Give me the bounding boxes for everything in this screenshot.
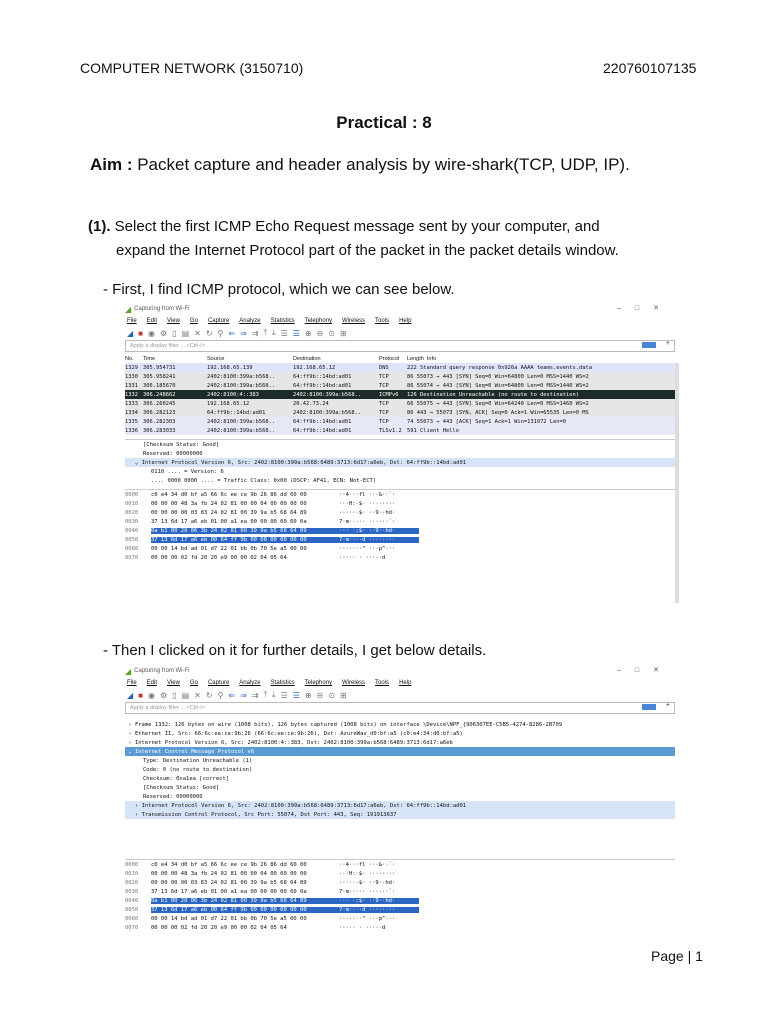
restart-capture-icon[interactable]: ◉	[148, 690, 155, 700]
packet-details-pane	[125, 439, 675, 485]
menu-bar	[121, 315, 679, 327]
options-icon[interactable]: ⚙	[159, 328, 168, 338]
menu-view[interactable]: View	[167, 318, 180, 324]
bytes-offset: 0040	[125, 897, 139, 904]
bytes-ascii[interactable]: ··· ·;$· ··9··hd·	[339, 528, 419, 534]
doc-header-course: COMPUTER NETWORK (3150710)	[80, 60, 304, 76]
bytes-hex[interactable]: 00 00 00 02 fd 20 20 e9 00 00 02 04 05 64	[151, 554, 287, 561]
detail-row[interactable]	[125, 720, 675, 729]
packet-source: 2402:8100:399a:b568..	[207, 373, 276, 380]
packet-source: 64:ff9b::14bd:ad01	[207, 409, 266, 416]
bytes-row	[125, 869, 675, 878]
packet-time: 306.260245	[143, 400, 176, 407]
menu-go[interactable]: Go	[189, 318, 198, 324]
find-icon[interactable]: ⚲	[217, 328, 224, 338]
bytes-row	[125, 553, 675, 562]
display-filter-input[interactable]	[125, 340, 675, 352]
bytes-hex[interactable]: 00 00 00 02 fd 20 20 e9 00 00 02 04 05 64	[151, 924, 287, 931]
expand-arrow-icon[interactable]: ›	[125, 811, 142, 818]
packet-protocol: TCP	[379, 418, 389, 425]
packet-protocol: TCP	[379, 400, 389, 407]
bytes-ascii[interactable]: 7·m····d ········	[339, 537, 419, 543]
bytes-ascii[interactable]: ···H:·$· ········	[339, 500, 396, 507]
menu-bar	[121, 677, 679, 689]
menu-view[interactable]: View	[167, 680, 180, 686]
col-no[interactable]: No.	[125, 355, 134, 362]
bytes-offset: 0050	[125, 906, 139, 913]
goto-icon[interactable]: ⇉	[251, 328, 259, 338]
bytes-hex[interactable]: 37 13 6d 17 a6 eb 01 00 a1 ea 00 00 00 00 60 0a	[151, 888, 307, 895]
window-controls[interactable]: –□✕	[617, 667, 673, 674]
bytes-hex[interactable]: 0a b1 00 20 06 3b 24 02 81 00 39 9a b5 68 64 89	[151, 528, 339, 534]
bytes-row	[125, 544, 675, 553]
packet-destination: 64:ff9b::14bd:ad01	[293, 418, 352, 425]
bytes-offset: 0030	[125, 518, 139, 525]
packet-destination: 20.42.73.24	[293, 400, 329, 407]
autoscroll-icon[interactable]: ☰	[280, 328, 288, 338]
bytes-offset: 0070	[125, 554, 139, 561]
packet-source: 2402:8100:399a:b568..	[207, 418, 276, 425]
bytes-row	[125, 499, 675, 508]
doc-header-enrollment: 220760107135	[603, 60, 697, 76]
page-number: Page | 1	[651, 948, 703, 964]
detail-row[interactable]	[125, 729, 675, 738]
packet-time: 305.954731	[143, 364, 176, 371]
packet-destination: 64:ff9b::14bd:ad01	[293, 373, 352, 380]
reload-icon[interactable]: ↻	[205, 328, 213, 338]
packet-protocol: TCP	[379, 409, 389, 416]
stop-capture-icon[interactable]: ■	[138, 690, 143, 700]
autoscroll-icon[interactable]: ☰	[280, 690, 288, 700]
menu-file[interactable]: File	[127, 680, 137, 686]
wireshark-fin-icon: ◢	[125, 304, 132, 314]
bytes-hex[interactable]: 37 13 6d 17 a6 eb 00 64 ff 9b 00 00 00 00 00 00	[151, 537, 339, 543]
menu-edit[interactable]: Edit	[146, 318, 158, 324]
detail-row-text: Internet Protocol Version 6, Src: 2402:8100:4::383, Dst: 2402:8100:399a:b568:6489:3713:6d17:a6eb	[134, 739, 453, 746]
last-packet-icon[interactable]: ⤓	[272, 690, 276, 699]
wireshark-window-2	[121, 665, 679, 930]
bytes-ascii[interactable]: ······$· ··9··hd·	[339, 879, 396, 886]
packet-info: 126 Destination Unreachable (no route to destination)	[407, 391, 580, 398]
question-line-1	[88, 218, 600, 235]
bytes-offset: 0070	[125, 924, 139, 931]
filter-apply-button[interactable]	[642, 704, 656, 710]
bytes-ascii[interactable]: ····· · ·····d	[339, 924, 386, 931]
detail-row-text: Frame 1332: 126 bytes on wire (1008 bits), 126 bytes captured (1008 bits) on interface \Device\NPF_{906307EE-C5B5-4274-8286-2B709	[134, 721, 563, 728]
packet-bytes-pane	[125, 859, 675, 932]
back-icon[interactable]: ⇐	[228, 690, 236, 700]
detail-row[interactable]	[125, 738, 675, 747]
bytes-offset: 0040	[125, 527, 139, 534]
bytes-offset: 0010	[125, 870, 139, 877]
bytes-ascii[interactable]: ··4···fl ···&··`·	[339, 861, 396, 868]
packet-time: 306.283033	[143, 427, 176, 434]
menu-analyze[interactable]: Analyze	[239, 680, 261, 686]
goto-icon[interactable]: ⇉	[251, 690, 259, 700]
packet-info: 86 55074 → 443 [SYN] Seq=0 Win=64800 Len=0 MSS=1440 WS=2	[407, 382, 589, 389]
detail-row[interactable]: [Checksum Status: Good]	[143, 784, 220, 791]
menu-edit[interactable]: Edit	[146, 680, 158, 686]
window-titlebar	[121, 665, 679, 677]
detail-row[interactable]: 0110 .... = Version: 6	[151, 468, 224, 475]
bytes-ascii[interactable]: ··4···fl ···&··`·	[339, 491, 396, 498]
bytes-hex[interactable]: 0a b1 00 20 06 3b 24 02 81 00 39 9a b5 68 64 89	[151, 898, 339, 904]
bytes-hex[interactable]: c0 e4 34 d0 bf a5 66 6c ee ce 9b 26 86 dd 60 00	[151, 861, 307, 868]
packet-time: 306.248662	[143, 391, 176, 398]
bytes-row	[125, 517, 675, 526]
bytes-ascii[interactable]: ···H:·$· ········	[339, 870, 396, 877]
packet-info: 86 443 → 55073 [SYN, ACK] Seq=0 Ack=1 Win=65535 Len=0 MS	[407, 409, 589, 416]
bytes-offset: 0060	[125, 915, 139, 922]
zoom-reset-icon[interactable]: ⊙	[328, 690, 336, 700]
detail-row-text: Internet Protocol Version 6, Src: 2402:8100:399a:b568:6489:3713:6d17:a6eb, Dst: 64:ff9b::14bd:ad01	[141, 459, 467, 466]
reload-icon[interactable]: ↻	[205, 690, 213, 700]
page-title: Practical : 8	[336, 113, 432, 132]
packet-no: 1334	[125, 409, 138, 416]
step-2-text: - Then I clicked on it for further details, I get below details.	[103, 642, 487, 659]
bytes-ascii[interactable]: ·······" ···p^···	[339, 915, 396, 922]
menu-telephony[interactable]: Telephony	[304, 680, 333, 686]
bytes-hex[interactable]: 37 13 6d 17 a6 eb 00 64 ff 9b 00 00 00 00 00 00	[151, 907, 339, 913]
packet-no: 1332	[125, 391, 138, 398]
col-info: Info	[426, 355, 437, 362]
menu-telephony[interactable]: Telephony	[304, 318, 333, 324]
expand-arrow-icon[interactable]: ›	[125, 730, 135, 737]
packet-time: 306.282303	[143, 418, 176, 425]
packet-no: 1330	[125, 373, 138, 380]
bytes-ascii[interactable]: ····· · ·····d	[339, 554, 386, 561]
bytes-offset: 0060	[125, 545, 139, 552]
vertical-scrollbar[interactable]	[675, 363, 679, 603]
start-capture-icon[interactable]: ◢	[127, 690, 134, 700]
packet-row[interactable]	[125, 399, 675, 408]
bytes-row	[125, 508, 675, 517]
bytes-hex[interactable]: 00 00 00 00 03 83 24 02 81 00 39 9a b5 68 64 89	[151, 879, 307, 886]
wireshark-fin-icon: ◢	[125, 666, 132, 676]
menu-wireless[interactable]: Wireless	[342, 680, 366, 686]
bytes-ascii[interactable]: ··· ·;$· ··9··hd·	[339, 898, 419, 904]
packet-source: 2402:8100:4::383	[207, 391, 259, 398]
bytes-row	[125, 490, 675, 499]
window-title: Capturing from Wi-Fi	[134, 668, 190, 674]
question-line-2: expand the Internet Protocol part of the packet in the packet details window.	[116, 242, 619, 259]
expand-arrow-icon[interactable]: ›	[125, 721, 135, 728]
menu-help[interactable]: Help	[399, 318, 412, 324]
col-length-info[interactable]	[407, 356, 675, 362]
detail-row[interactable]	[125, 810, 675, 819]
packet-row[interactable]	[125, 408, 675, 417]
open-file-icon[interactable]: ▯	[172, 328, 177, 338]
find-icon[interactable]: ⚲	[217, 690, 224, 700]
packet-no: 1329	[125, 364, 138, 371]
detail-row-expanded[interactable]	[125, 458, 675, 467]
bytes-row	[125, 878, 675, 887]
first-packet-icon[interactable]: ⤒	[263, 690, 268, 699]
packet-source: 192.168.65.139	[207, 364, 253, 371]
menu-go[interactable]: Go	[189, 680, 198, 686]
packet-protocol: TLSv1.2	[379, 427, 402, 434]
bytes-hex[interactable]: 00 00 00 48 3a fb 24 02 81 00 00 04 00 00 00 00	[151, 870, 307, 877]
menu-analyze[interactable]: Analyze	[239, 318, 261, 324]
packet-destination: 192.168.65.12	[293, 364, 336, 371]
save-file-icon[interactable]: ▤	[181, 690, 190, 700]
packet-destination: 64:ff9b::14bd:ad01	[293, 427, 352, 434]
filter-apply-button[interactable]	[642, 342, 656, 348]
save-file-icon[interactable]: ▤	[181, 328, 190, 338]
bytes-ascii[interactable]: 7·m····d ········	[339, 907, 419, 913]
bytes-hex[interactable]: 00 00 00 48 3a fb 24 02 81 00 00 04 00 00 00 00	[151, 500, 307, 507]
col-time[interactable]: Time	[143, 355, 156, 362]
aim-label: Aim :	[90, 155, 133, 174]
bytes-hex[interactable]: 00 00 14 bd ad 01 d7 22 01 bb 0b 70 5e a5 00 00	[151, 545, 307, 552]
first-packet-icon[interactable]: ⤒	[263, 328, 268, 337]
bytes-row	[125, 923, 675, 932]
bytes-offset: 0020	[125, 509, 139, 516]
window-titlebar	[121, 303, 679, 315]
bytes-hex[interactable]: c0 e4 34 d0 bf a5 66 6c ee ce 9b 26 86 dd 60 00	[151, 491, 307, 498]
menu-help[interactable]: Help	[399, 680, 412, 686]
options-icon[interactable]: ⚙	[159, 690, 168, 700]
col-source[interactable]: Source	[207, 355, 225, 362]
stop-capture-icon[interactable]: ■	[138, 328, 143, 338]
zoom-in-icon[interactable]: ⊕	[304, 690, 312, 700]
step-1-text: - First, I find ICMP protocol, which we can see below.	[103, 281, 455, 298]
detail-row-text: Internet Protocol Version 6, Src: 2402:8100:399a:b568:6489:3713:6d17:a6eb, Dst: 64:ff9b::14bd:ad01	[141, 802, 467, 809]
bytes-row	[125, 887, 675, 896]
toolbar	[121, 689, 679, 701]
question-number: (1).	[88, 218, 111, 235]
forward-icon[interactable]: ⇒	[240, 690, 247, 700]
packet-time: 306.185670	[143, 382, 176, 389]
bytes-hex[interactable]: 00 00 00 00 03 83 24 02 81 00 39 9a b5 68 64 89	[151, 509, 307, 516]
bytes-offset: 0030	[125, 888, 139, 895]
packet-bytes-pane	[125, 489, 675, 562]
detail-row[interactable]: Reserved: 00000000	[143, 450, 203, 457]
zoom-in-icon[interactable]: ⊕	[304, 328, 312, 338]
start-capture-icon[interactable]: ◢	[127, 328, 134, 338]
packet-info: 591 Client Hello	[407, 427, 459, 434]
packet-protocol: TCP	[379, 373, 389, 380]
zoom-out-icon[interactable]: ⊖	[316, 328, 324, 338]
packet-time: 306.282123	[143, 409, 176, 416]
bytes-offset: 0000	[125, 491, 139, 498]
menu-statistics[interactable]: Statistics	[270, 318, 295, 324]
bytes-ascii[interactable]: 7·m····· ······`·	[339, 518, 396, 525]
bytes-hex[interactable]: 00 00 14 bd ad 01 d7 22 01 bb 0b 70 5e a5 00 00	[151, 915, 307, 922]
packet-row[interactable]	[125, 426, 675, 435]
detail-row[interactable]: .... 0000 0000 .... = Traffic Class: 0x00 (DSCP: AF41, ECN: Not-ECT)	[151, 477, 377, 484]
detail-row[interactable]: [Checksum Status: Good]	[143, 441, 220, 448]
col-protocol[interactable]: Protocol	[379, 355, 400, 362]
bytes-offset: 0000	[125, 861, 139, 868]
packet-destination: 2402:8100:399a:b568..	[293, 391, 362, 398]
zoom-out-icon[interactable]: ⊖	[316, 690, 324, 700]
packet-time: 305.958241	[143, 373, 176, 380]
zoom-reset-icon[interactable]: ⊙	[328, 328, 336, 338]
colorize-icon[interactable]: ☰	[292, 690, 300, 700]
bytes-row-selected	[125, 905, 675, 914]
close-file-icon[interactable]: ✕	[194, 690, 201, 700]
close-file-icon[interactable]: ✕	[194, 328, 201, 338]
bytes-row	[125, 914, 675, 923]
packet-row[interactable]	[125, 372, 675, 381]
wireshark-window-1	[121, 303, 679, 605]
packet-row-selected[interactable]	[125, 390, 675, 399]
packet-protocol: TCP	[379, 382, 389, 389]
colorize-icon[interactable]: ☰	[292, 328, 300, 338]
menu-capture[interactable]: Capture	[207, 318, 230, 324]
bytes-ascii[interactable]: ·······" ···p^···	[339, 545, 396, 552]
bytes-offset: 0020	[125, 879, 139, 886]
filter-placeholder: Apply a display filter ... <Ctrl-/>	[130, 343, 205, 349]
expand-arrow-icon[interactable]: ›	[125, 739, 135, 746]
packet-info: 66 55075 → 443 [SYN] Seq=0 Win=64240 Len=0 MSS=1460 WS=2	[407, 400, 589, 407]
packet-destination: 2402:8100:399a:b568..	[293, 409, 362, 416]
packet-row[interactable]	[125, 363, 675, 372]
aim-text: Packet capture and header analysis by wire-shark(TCP, UDP, IP).	[132, 155, 630, 174]
aim-line	[90, 155, 630, 175]
col-destination[interactable]: Destination	[293, 355, 321, 362]
packet-info: 86 55073 → 443 [SYN] Seq=0 Win=64800 Len=0 MSS=1440 WS=2	[407, 373, 589, 380]
expand-chevron-icon[interactable]: ⌄	[125, 459, 142, 466]
bytes-row-selected	[125, 526, 675, 535]
packet-source: 2402:8100:399a:b568..	[207, 427, 276, 434]
packet-row[interactable]	[125, 381, 675, 390]
forward-icon[interactable]: ⇒	[240, 328, 247, 338]
menu-wireless[interactable]: Wireless	[342, 318, 366, 324]
detail-row-expanded[interactable]	[125, 747, 675, 756]
bytes-ascii[interactable]: 7·m····· ······`·	[339, 888, 396, 895]
packet-destination: 64:ff9b::14bd:ad01	[293, 382, 352, 389]
packet-protocol: ICMPv6	[379, 391, 399, 398]
bytes-ascii[interactable]: ······$· ··9··hd·	[339, 509, 396, 516]
detail-row[interactable]: Code: 0 (no route to destination)	[143, 766, 253, 773]
packet-list	[125, 354, 675, 435]
bytes-offset: 0010	[125, 500, 139, 507]
display-filter-input[interactable]	[125, 702, 675, 714]
bytes-row	[125, 860, 675, 869]
expand-chevron-icon[interactable]: ⌄	[125, 748, 135, 755]
detail-row-text: Ethernet II, Src: 66:6c:ee:ce:9b:26 (66:6c:ee:ce:9b:26), Dst: AzureWav_d0:bf:a5 (c0:e4:34:d0:bf:a5)	[134, 730, 463, 737]
detail-row[interactable]: Type: Destination Unreachable (1)	[143, 757, 253, 764]
packet-source: 192.168.65.12	[207, 400, 250, 407]
bytes-offset: 0050	[125, 536, 139, 543]
menu-tools[interactable]: Tools	[375, 318, 390, 324]
resize-columns-icon[interactable]: ⊞	[340, 328, 347, 338]
restart-capture-icon[interactable]: ◉	[148, 328, 155, 338]
bytes-hex[interactable]: 37 13 6d 17 a6 eb 01 00 a1 ea 00 00 00 00 60 0a	[151, 518, 307, 525]
window-title: Capturing from Wi-Fi	[134, 306, 190, 312]
detail-row[interactable]: Reserved: 00000000	[143, 793, 203, 800]
add-filter-icon[interactable]: +	[665, 702, 670, 709]
detail-row-text: Internet Control Message Protocol v6	[134, 748, 255, 755]
menu-capture[interactable]: Capture	[207, 680, 230, 686]
col-length: Length	[407, 355, 424, 362]
packet-info: 222 Standard query response 0x926a AAAA teams.events.data	[407, 364, 592, 371]
packet-source: 2402:8100:399a:b568..	[207, 382, 276, 389]
packet-no: 1333	[125, 400, 138, 407]
detail-row[interactable]: Checksum: 0xa1ea [correct]	[143, 775, 230, 782]
packet-details-pane	[125, 720, 675, 819]
expand-arrow-icon[interactable]: ›	[125, 802, 142, 809]
open-file-icon[interactable]: ▯	[172, 690, 177, 700]
back-icon[interactable]: ⇐	[228, 328, 236, 338]
detail-row-text: Transmission Control Protocol, Src Port: 55074, Dst Port: 443, Seq: 191913637	[141, 811, 397, 818]
packet-info: 74 55073 → 443 [ACK] Seq=1 Ack=1 Win=131072 Len=0	[407, 418, 567, 425]
menu-tools[interactable]: Tools	[375, 680, 390, 686]
packet-no: 1335	[125, 418, 138, 425]
packet-protocol: DNS	[379, 364, 389, 371]
last-packet-icon[interactable]: ⤓	[272, 328, 276, 337]
packet-no: 1336	[125, 427, 138, 434]
toolbar	[121, 327, 679, 339]
window-controls[interactable]: –□✕	[617, 305, 673, 312]
resize-columns-icon[interactable]: ⊞	[340, 690, 347, 700]
packet-list-header	[125, 354, 675, 363]
question-text-1: Select the first ICMP Echo Request message sent by your computer, and	[110, 218, 600, 235]
packet-no: 1331	[125, 382, 138, 389]
packet-row[interactable]	[125, 417, 675, 426]
menu-statistics[interactable]: Statistics	[270, 680, 295, 686]
filter-placeholder: Apply a display filter ... <Ctrl-/>	[130, 705, 205, 711]
menu-file[interactable]: File	[127, 318, 137, 324]
detail-row[interactable]	[125, 801, 675, 810]
bytes-row-selected	[125, 896, 675, 905]
bytes-row-selected	[125, 535, 675, 544]
add-filter-icon[interactable]: +	[665, 340, 670, 347]
